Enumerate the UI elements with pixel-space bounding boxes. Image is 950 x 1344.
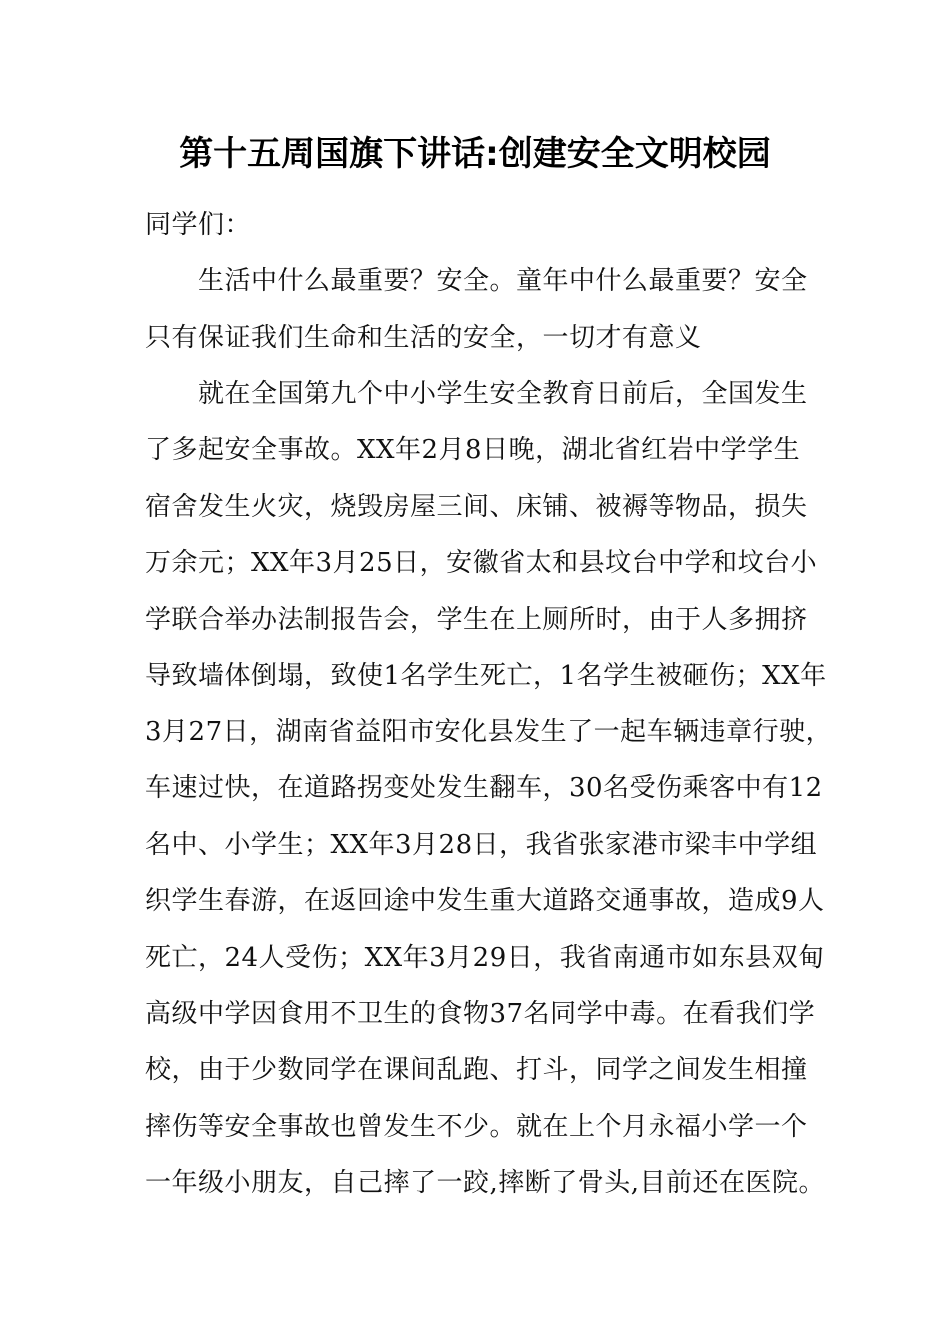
paragraph-line: 校，由于少数同学在课间乱跑、打斗，同学之间发生相撞 <box>145 1055 808 1085</box>
paragraph-line: 万余元；XX年3月25日，安徽省太和县坟台中学和坟台小 <box>145 548 818 578</box>
paragraph-line: 宿舍发生火灾，烧毁房屋三间、床铺、被褥等物品，损失 <box>145 492 808 522</box>
paragraph-line: 死亡，24人受伤；XX年3月29日，我省南通市如东县双甸 <box>145 943 825 973</box>
paragraph-line: 一年级小朋友，自己摔了一跤,摔断了骨头,目前还在医院。 <box>145 1168 826 1198</box>
paragraph-line: 生活中什么最重要？安全。童年中什么最重要？安全 <box>198 266 808 296</box>
paragraph-line: 名中、小学生；XX年3月28日，我省张家港市梁丰中学组 <box>145 830 818 860</box>
paragraph-line: 3月27日，湖南省益阳市安化县发生了一起车辆违章行驶， <box>145 717 833 747</box>
paragraph-line: 了多起安全事故。XX年2月8日晚，湖北省红岩中学学生 <box>145 435 801 465</box>
paragraph-line: 高级中学因食用不卫生的食物37名同学中毒。在看我们学 <box>145 999 816 1029</box>
paragraph-line: 织学生春游，在返回途中发生重大道路交通事故，造成9人 <box>145 886 825 916</box>
paragraph-line: 学联合举办法制报告会，学生在上厕所时，由于人多拥挤 <box>145 605 808 635</box>
document-title: 第十五周国旗下讲话:创建安全文明校园 <box>179 134 771 174</box>
paragraph-line: 车速过快，在道路拐变处发生翻车，30名受伤乘客中有12 <box>145 773 823 803</box>
paragraph-line: 就在全国第九个中小学生安全教育日前后，全国发生 <box>198 379 808 409</box>
paragraph-line: 导致墙体倒塌，致使1名学生死亡，1名学生被砸伤；XX年 <box>145 661 827 691</box>
paragraph-line: 摔伤等安全事故也曾发生不少。就在上个月永福小学一个 <box>145 1112 808 1142</box>
salutation: 同学们： <box>145 210 252 240</box>
paragraph-line: 只有保证我们生命和生活的安全，一切才有意义 <box>145 323 702 353</box>
